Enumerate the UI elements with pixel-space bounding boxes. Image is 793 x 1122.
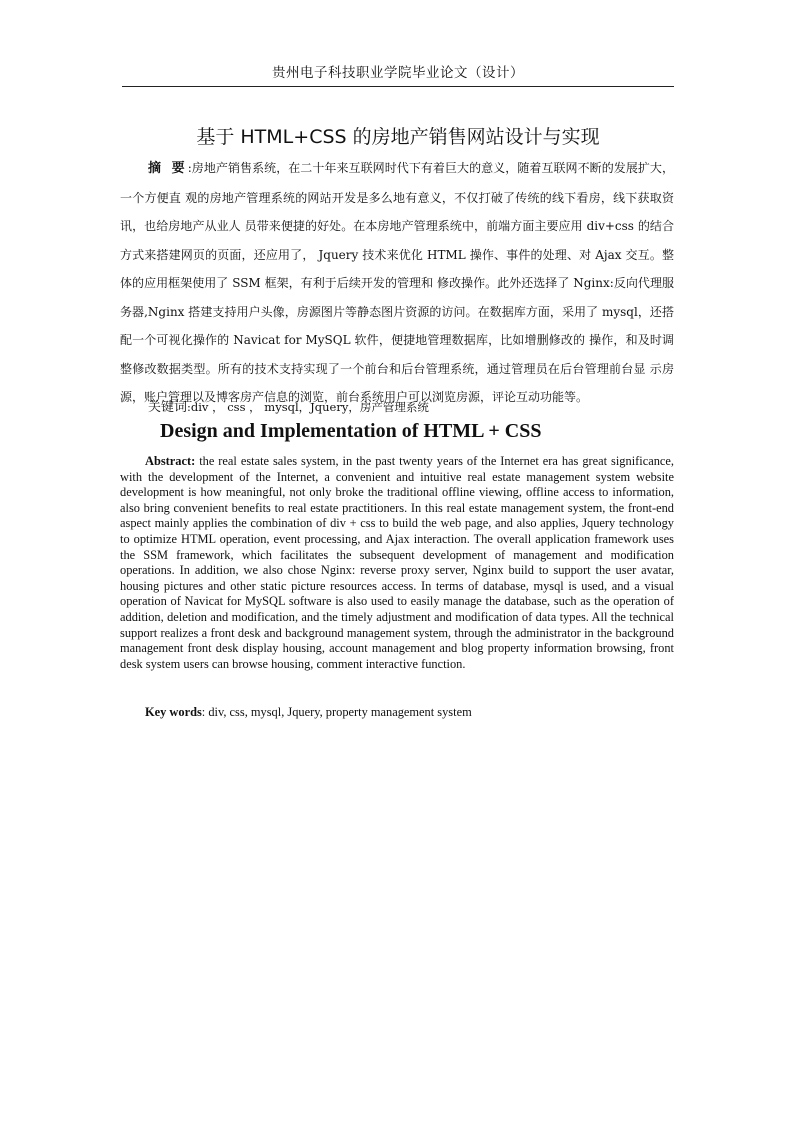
- english-keywords-text: : div, css, mysql, Jquery, property management system: [201, 705, 472, 719]
- chinese-abstract-text: 房地产销售系统，在二十年来互联网时代下有着巨大的意义，随着互联网不断的发展扩大，一个方便直 观的房地产管理系统的网站开发是多么地有意义，不仅打破了传统的线下看房，线下获取资讯，也给房地产从业人 员带来便捷的好处。在本房地产管理系统中，前端方面主要应用 div+css 的结合方式来搭建网页的页面，还应用了， Jquery 技术来优化 HTML 操作、事件的处理、对 Ajax 交互。整体的应用框架使用了 SSM 框架，有利于后续开发的管理和 修改操作。此外还选择了 Nginx:反向代理服务器,Nginx 搭建支持用户头像，房源图片等静态图片资源的访问。在数据库方面，采用了 mysql，还搭配一个可视化操作的 Navicat for MySQL 软件，便捷地管理数据库，比如增删修改的 操作，和及时调整修改数据类型。所有的技术支持实现了一个前台和后台管理系统，通过管理员在后台管理前台显 示房源，账户管理以及博客房产信息的浏览，前台系统用户可以浏览房源，评论互动功能等。: [120, 161, 674, 404]
- chinese-keywords-text: div ， css ， mysql，Jquery，房产管理系统: [190, 400, 429, 414]
- chinese-abstract-label: 摘 要: [148, 161, 188, 176]
- english-abstract-label: Abstract:: [145, 454, 196, 468]
- header-rule: [122, 86, 674, 87]
- chinese-keywords: [148, 398, 674, 417]
- chinese-abstract: [120, 154, 674, 412]
- chinese-keywords-label: 关键词: [148, 400, 188, 415]
- english-keywords: [145, 704, 674, 720]
- english-abstract: [120, 454, 674, 672]
- chinese-keywords-colon: :: [187, 400, 191, 414]
- running-header: 贵州电子科技职业学院毕业论文（设计）: [272, 65, 524, 81]
- english-abstract-text: the real estate sales system, in the past twenty years of the Internet era has great significance, with the development of the Internet, a convenient and intuitive real estate management system website development is how meaningful, not only broke the traditional offline viewing, offline access to information, also bring convenient benefits to real estate practitioners. In this real estate management system, the front-end aspect mainly applies the combination of div + css to build the web page, and also applies, Jquery technology to optimize HTML operation, event processing, and Ajax interaction. The overall application framework uses the SSM framework, which facilitates the subsequent development of management and modification operations. In addition, we also chose Nginx: reverse proxy server, Nginx build to support the user avatar, housing pictures and other static picture resources access. In terms of database, mysql is used, and a visual operation of Navicat for MySQL software is also used to easily manage the database, such as the operation of addition, deletion and modification, and the timely adjustment and modification of data types. All the technical support realizes a front desk and background management system, through the administrator in the background management front desk display housing, account management and blog property information browsing, front desk system users can browse housing, comment interactive function.: [120, 454, 674, 671]
- chinese-abstract-colon: :: [187, 161, 192, 175]
- chinese-title: 基于 HTML+CSS 的房地产销售网站设计与实现: [196, 126, 600, 148]
- english-title: Design and Implementation of HTML + CSS: [160, 420, 542, 442]
- english-keywords-label: Key words: [145, 705, 202, 719]
